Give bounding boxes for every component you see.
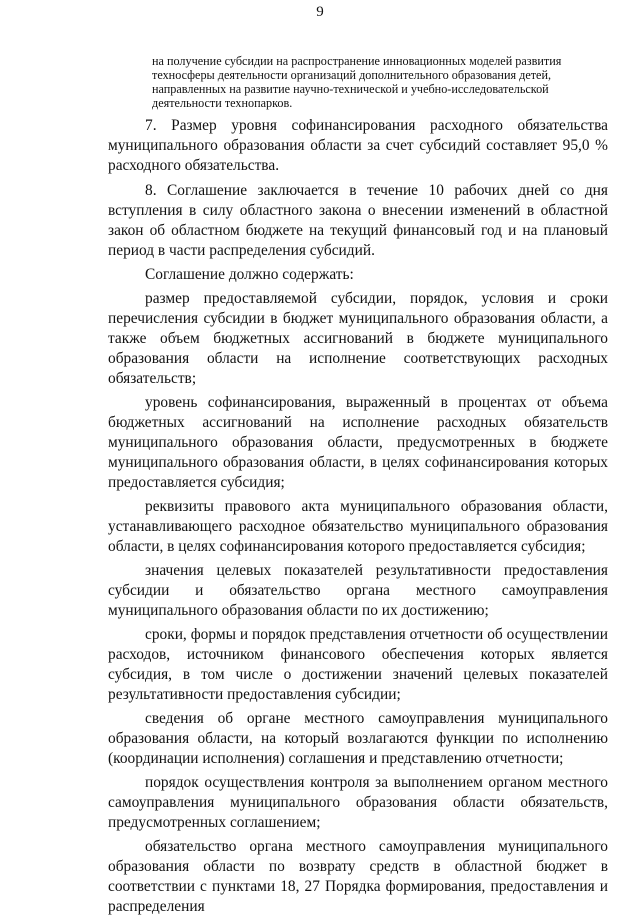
paragraph-reporting: сроки, формы и порядок представления отчетности об осуществлении расходов, источником финансового обеспечения которых является субсидия, в том числе о достижении значений целевых показателей результативности предоставления субсидии; [108,626,608,703]
note-line: техносферы деятельности организаций дополнительного образования детей, [152,68,552,82]
page-number: 9 [316,4,324,20]
paragraph-item-7: 7. Размер уровня софинансирования расходного обязательства муниципального образования области за счет субсидий составляет 95,0 % расходного обязательства. [108,117,608,174]
paragraph-cofinancing-level: уровень софинансирования, выраженный в процентах от объема бюджетных ассигнований на исполнение расходных обязательств муниципального образования области, предусмотренных в бюджете муниципального образования области, в целях софинансирования которых предоставляется субсидия; [108,394,608,491]
note-line: направленных на развитие научно-технической и учебно-исследовательской [152,82,549,96]
paragraph-subsidy-size: размер предоставляемой субсидии, порядок, условия и сроки перечисления субсидии в бюджет муниципального образования области, а также объем бюджетных ассигнований в бюджете муниципального образования области на исполнение соответствующих расходных обязательств; [108,290,608,387]
paragraph-responsible-body: сведения об органе местного самоуправления муниципального образования области, на который возлагаются функции по исполнению (координации исполнения) соглашения и представлению отчетности; [108,710,608,767]
document-body [108,116,608,917]
paragraph-legal-act: реквизиты правового акта муниципального образования области, устанавливающего расходное обязательство муниципального образования области, в целях софинансирования которого предоставляется субсидия; [108,498,608,555]
paragraph-agreement-intro: Соглашение должно содержать: [145,266,354,283]
paragraph-control: порядок осуществления контроля за выполнением органом местного самоуправления муниципального образования области обязательств, предусмотренных соглашением; [108,774,608,831]
note-line: на получение субсидии на распространение инновационных моделей развития [152,54,562,68]
note-line: деятельности технопарков. [152,96,293,110]
paragraph-refund-obligation: обязательство органа местного самоуправления муниципального образования области по возврату средств в областной бюджет в соответствии с пунктами 18, 27 Порядка формирования, предоставления и распределения [108,838,608,915]
paragraph-item-8: 8. Соглашение заключается в течение 10 рабочих дней со дня вступления в силу областного закона о внесении изменений в областной закон об областном бюджете на текущий финансовый год и на плановый период в части распределения субсидий. [108,182,608,259]
paragraph-target-indicators: значения целевых показателей результативности предоставления субсидии и обязательство органа местного самоуправления муниципального образования области по их достижению; [108,562,608,619]
note-block [152,54,602,110]
